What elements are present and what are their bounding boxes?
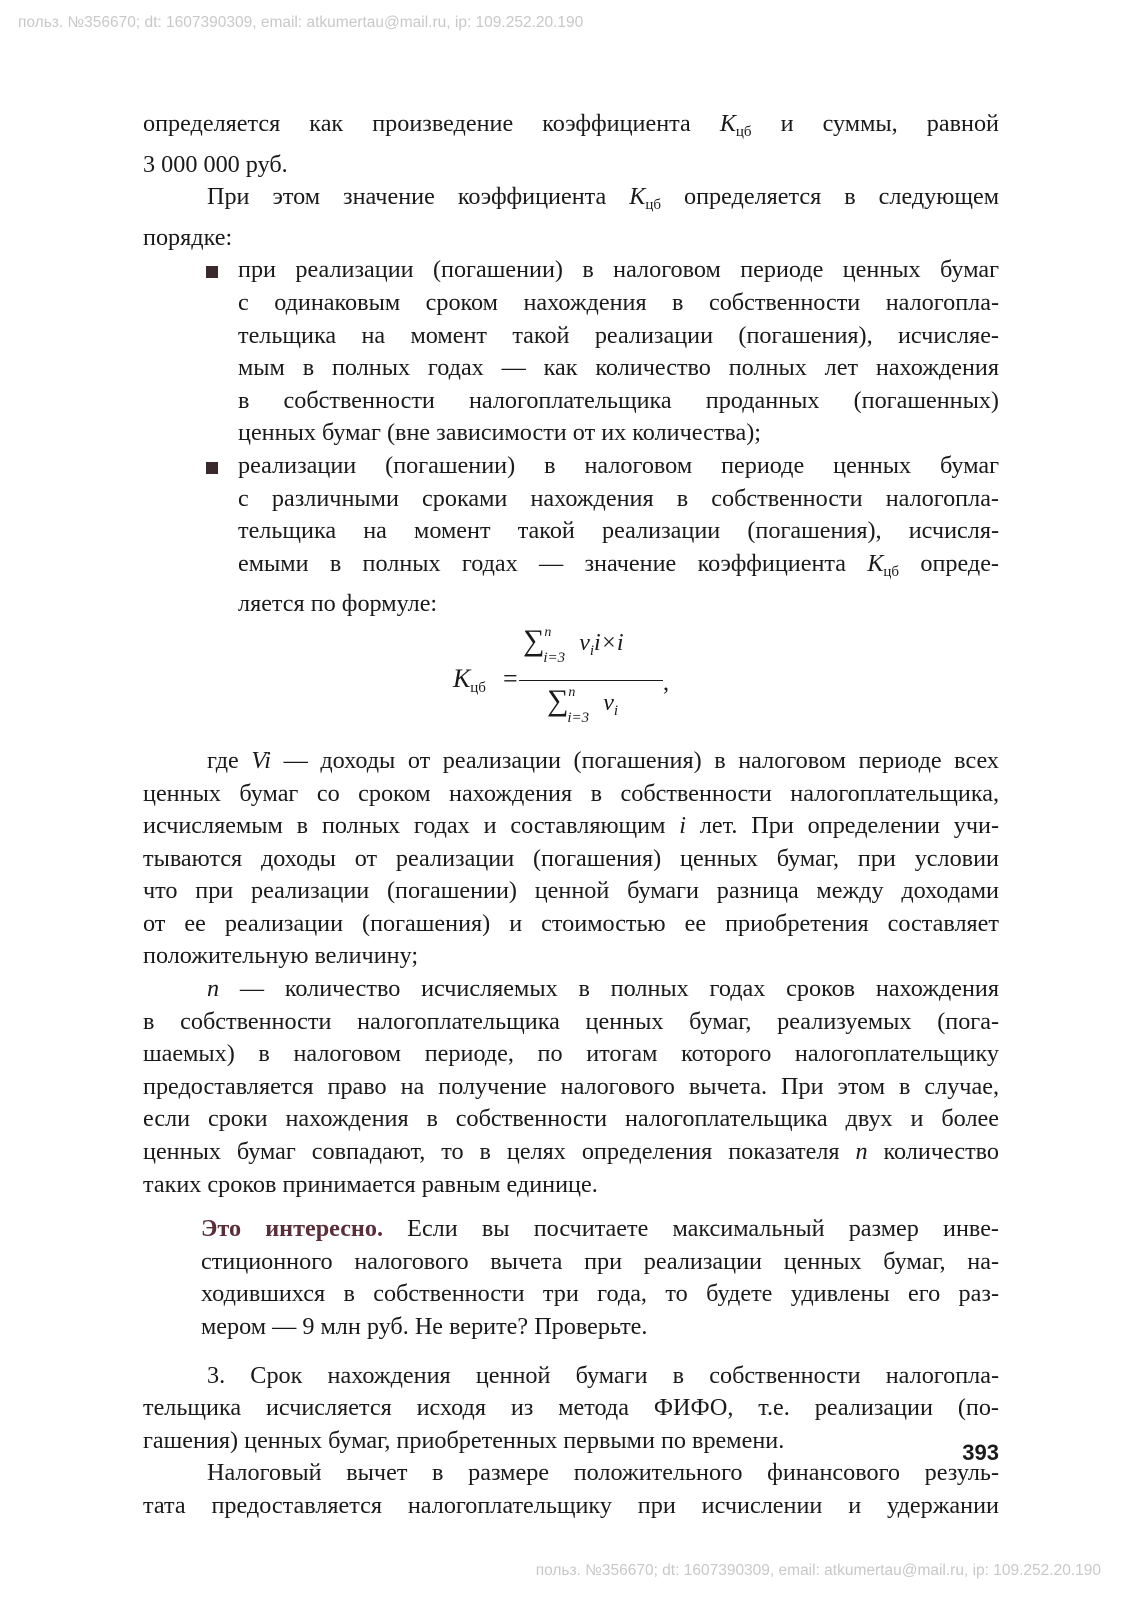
paragraph-6 xyxy=(143,1457,999,1490)
text-line: При этом значение коэффициента $К_{цб}$ определяется в следующем xyxy=(207,183,999,214)
paragraph-6-cont xyxy=(143,1490,999,1523)
formula-denominator: ∑$^n_{i=3}$ $v_i$ xyxy=(547,683,619,726)
text-line: в собственности налогоплательщика проданных (погашенных) xyxy=(238,386,999,414)
text-line: гашения) ценных бумаг, приобретенных первыми по времени. xyxy=(143,1426,785,1454)
list-item xyxy=(238,254,999,450)
text-line: тельщика исчисляется исходя из метода ФИФО, т.е. реализации (по- xyxy=(143,1394,999,1422)
text-line: с различными сроками нахождения в собственности налогопла- xyxy=(238,484,999,512)
text-line: ходившихся в собственности три года, то будете удивлены его раз- xyxy=(201,1280,999,1308)
text-line: мером — 9 млн руб. Не верите? Проверьте. xyxy=(201,1313,648,1340)
text-line: предоставляется право на получение налогового вычета. При этом в случае, xyxy=(143,1072,999,1100)
text-line: что при реализации (погашении) ценной бумаги разница между доходами xyxy=(143,877,999,905)
fraction-bar xyxy=(519,680,663,682)
text-line: ценных бумаг (вне зависимости от их количества); xyxy=(238,419,762,447)
page-number: 393 xyxy=(962,1440,999,1465)
text-line: реализации (погашении) в налоговом периоде ценных бумаг xyxy=(238,451,999,479)
text-line: тата предоставляется налогоплательщику при исчислении и удержании xyxy=(143,1491,999,1519)
formula-comma: , xyxy=(663,668,670,696)
text-line: ляется по формуле: xyxy=(238,590,438,618)
text-line: 3 000 000 руб. xyxy=(143,150,288,178)
text-line: при реализации (погашении) в налоговом периоде ценных бумаг xyxy=(238,256,999,284)
page-body xyxy=(143,108,999,1523)
text-line: определяется как произведение коэффициента $К_{цб}$ и суммы, равной xyxy=(143,110,999,140)
text-line: порядке: xyxy=(143,223,233,251)
text-line: с одинаковым сроком нахождения в собственности налогопла- xyxy=(238,288,999,316)
paragraph-3 xyxy=(143,745,999,778)
bullet-square-icon xyxy=(206,462,218,474)
formula-equals: = xyxy=(503,663,518,693)
text-line: мым в полных годах — как количество полных лет нахождения xyxy=(238,354,999,382)
list-item xyxy=(238,450,999,621)
text-line: шаемых) в налоговом периоде, по итогам которого налогоплательщику xyxy=(143,1040,999,1068)
text-line: положительную величину; xyxy=(143,942,419,970)
text-line: тельщика на момент такой реализации (погашения), исчисля- xyxy=(238,517,999,545)
watermark-bottom: польз. №356670; dt: 1607390309, email: atkumertau@mail.ru, ip: 109.252.20.190 xyxy=(535,1562,1101,1579)
text-line: где Vi — доходы от реализации (погашения) в налоговом периоде всех xyxy=(207,746,999,774)
bullet-square-icon xyxy=(206,266,218,278)
text-line: Это интересно. Если вы посчитаете максимальный размер инве- xyxy=(201,1215,999,1243)
paragraph-2-cont xyxy=(143,222,999,255)
text-line: исчисляемым в полных годах и составляющим i лет. При определении учи- xyxy=(143,812,1000,840)
paragraph-5 xyxy=(143,1360,999,1393)
paragraph-1 xyxy=(143,108,999,181)
text-line: в собственности налогоплательщика ценных бумаг, реализуемых (пога- xyxy=(143,1007,999,1035)
text-line: 3. Срок нахождения ценной бумаги в собственности налогопла- xyxy=(207,1361,999,1389)
text-line: тываются доходы от реализации (погашения) ценных бумаг, при условии xyxy=(143,844,999,872)
text-line: n — количество исчисляемых в полных годах сроков нахождения xyxy=(207,975,999,1003)
interesting-note xyxy=(201,1213,999,1343)
watermark-top: польз. №356670; dt: 1607390309, email: atkumertau@mail.ru, ip: 109.252.20.190 xyxy=(18,14,584,31)
bullet-list xyxy=(143,254,999,621)
paragraph-4 xyxy=(143,973,999,1006)
formula-lhs: $К_{цб}$ xyxy=(453,663,486,696)
formula-numerator: ∑$^n_{i=3}$ $v_ii\times i$ xyxy=(523,623,624,666)
text-line: таких сроков принимается равным единице. xyxy=(143,1170,598,1198)
paragraph-2 xyxy=(143,181,999,222)
paragraph-5-cont xyxy=(143,1392,999,1457)
formula xyxy=(453,625,873,743)
paragraph-4-cont xyxy=(143,1006,999,1202)
note-title: Это интересно. xyxy=(201,1215,384,1243)
text-line: если сроки нахождения в собственности налогоплательщика двух и более xyxy=(143,1105,999,1133)
text-line: емыми в полных годах — значение коэффициента $К_{цб}$ опреде- xyxy=(238,549,999,580)
text-line: от ее реализации (погашения) и стоимостью ее приобретения составляет xyxy=(143,909,999,937)
paragraph-3-cont xyxy=(143,778,999,974)
text-line: Налоговый вычет в размере положительного финансового резуль- xyxy=(207,1459,999,1487)
text-line: ценных бумаг совпадают, то в целях определения показателя n количество xyxy=(143,1138,999,1166)
formula-block xyxy=(143,625,999,743)
text-line: стиционного налогового вычета при реализации ценных бумаг, на- xyxy=(201,1247,999,1275)
text-line: ценных бумаг со сроком нахождения в собственности налогоплательщика, xyxy=(143,779,999,807)
text-line: тельщика на момент такой реализации (погашения), исчисляе- xyxy=(238,321,999,349)
